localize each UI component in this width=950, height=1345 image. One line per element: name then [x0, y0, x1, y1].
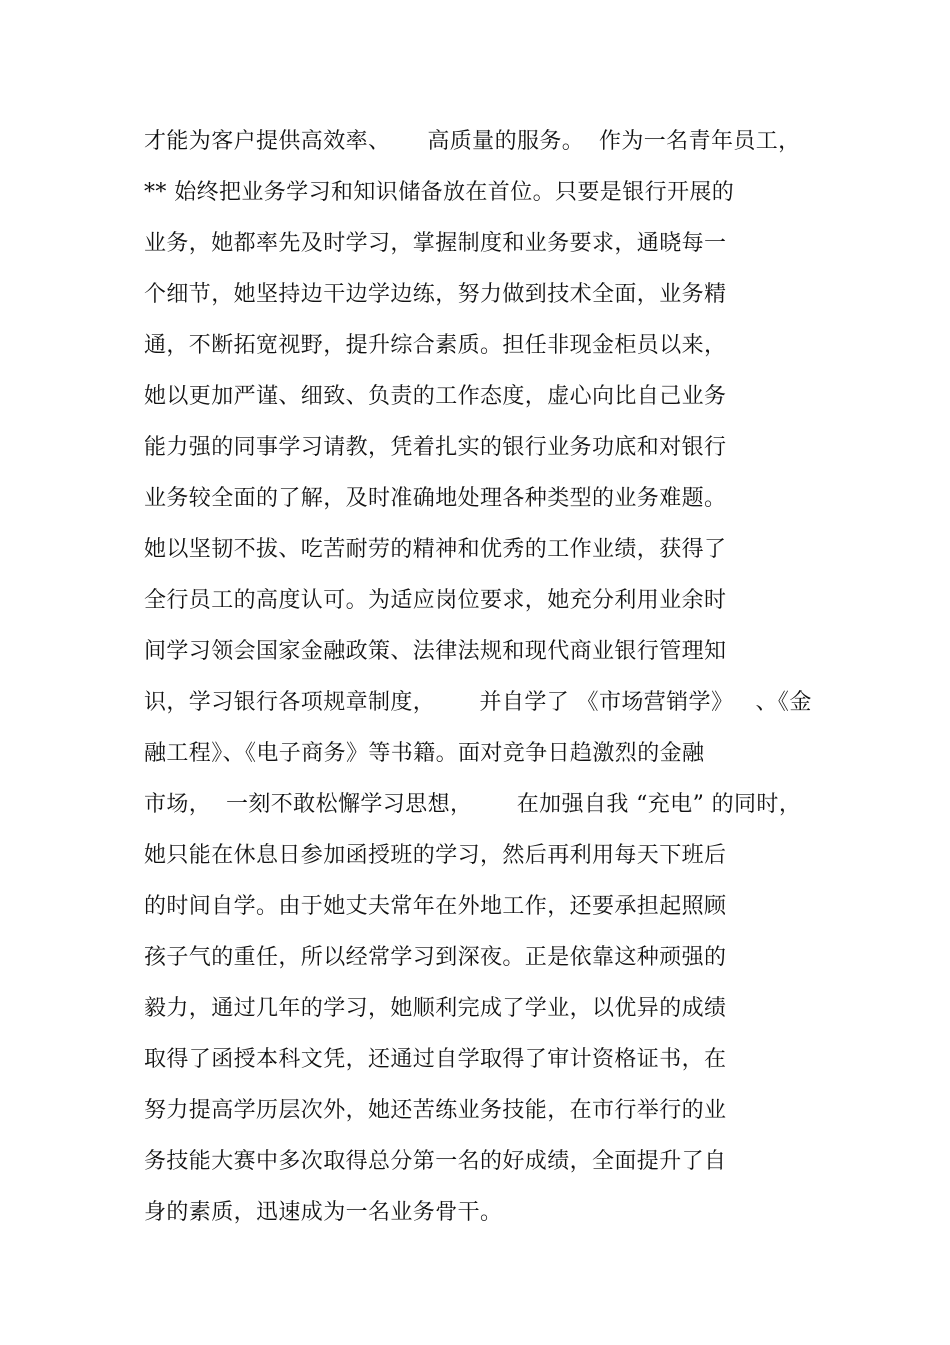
text-line: 才能为客户提供高效率、 高质量的服务。 作为一名青年员工， — [144, 129, 801, 154]
text-line: 业务较全面的了解，及时准确地处理各种类型的业务难题。 — [144, 486, 727, 511]
text-line: 她以更加严谨、细致、负责的工作态度，虚心向比自己业务 — [144, 384, 727, 409]
text-line: 她以坚韧不拔、吃苦耐劳的精神和优秀的工作业绩，获得了 — [144, 537, 727, 562]
text-line: 识，学习银行各项规章制度， 并自学了 《市场营销学》 、《金 — [144, 690, 812, 715]
text-line: 的时间自学。由于她丈夫常年在外地工作，还要承担起照顾 — [144, 894, 727, 919]
text-line: 业务，她都率先及时学习，掌握制度和业务要求，通晓每一 — [144, 231, 727, 256]
text-line: 通，不断拓宽视野，提升综合素质。担任非现金柜员以来， — [144, 333, 727, 358]
text-line: 取得了函授本科文凭，还通过自学取得了审计资格证书，在 — [144, 1047, 727, 1072]
text-line: 努力提高学历层次外，她还苦练业务技能，在市行举行的业 — [144, 1098, 727, 1123]
text-line: 间学习领会国家金融政策、法律法规和现代商业银行管理知 — [144, 639, 727, 664]
body-paragraph — [144, 120, 834, 1242]
text-line: ** 始终把业务学习和知识储备放在首位。只要是银行开展的 — [144, 180, 735, 205]
text-line: 全行员工的高度认可。为适应岗位要求，她充分利用业余时 — [144, 588, 727, 613]
text-line: 身的素质，迅速成为一名业务骨干。 — [144, 1200, 503, 1225]
text-line: 务技能大赛中多次取得总分第一名的好成绩，全面提升了自 — [144, 1149, 727, 1174]
text-line: 她只能在休息日参加函授班的学习，然后再利用每天下班后 — [144, 843, 727, 868]
text-line: 孩子气的重任，所以经常学习到深夜。正是依靠这种顽强的 — [144, 945, 727, 970]
text-line: 融工程》、《电子商务》等书籍。面对竞争日趋激烈的金融 — [144, 741, 705, 766]
text-line: 市场， 一刻不敢松懈学习思想， 在加强自我 “充电” 的同时， — [144, 792, 802, 817]
text-line: 能力强的同事学习请教，凭着扎实的银行业务功底和对银行 — [144, 435, 727, 460]
text-line: 个细节，她坚持边干边学边练，努力做到技术全面，业务精 — [144, 282, 727, 307]
text-line: 毅力，通过几年的学习，她顺利完成了学业，以优异的成绩 — [144, 996, 727, 1021]
